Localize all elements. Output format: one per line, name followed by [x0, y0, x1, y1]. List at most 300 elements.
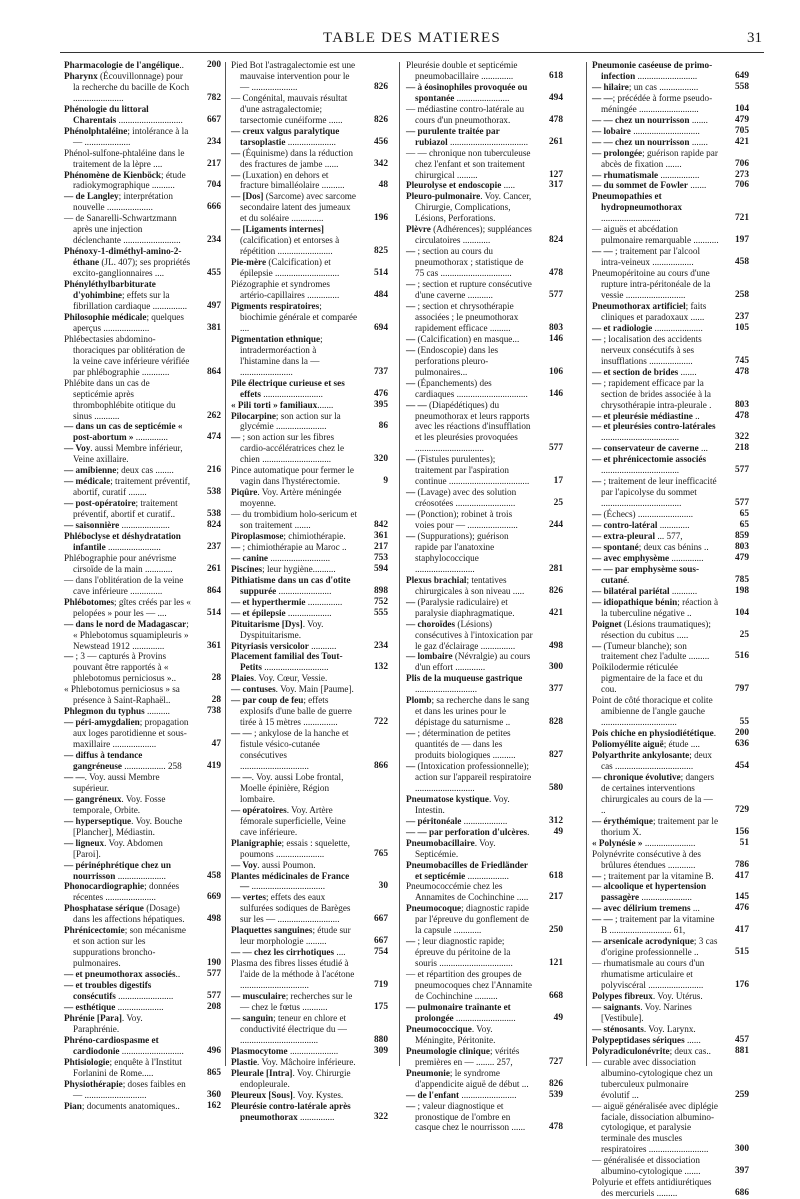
entry-term: Phlébectasies abdomino-thoraciques par oblitération de la veine cave inférieure vérifiée par phlébographie ............: [64, 333, 190, 377]
index-entry: [406, 936, 563, 969]
entry-term: — choroïdes (Lésions) consécutives à l'intoxication par le gaz d'éclairage ...............: [406, 618, 533, 651]
index-entry: [406, 246, 563, 279]
entry-page-number: 132: [373, 662, 388, 673]
index-entry: [592, 334, 749, 367]
index-entry: [231, 772, 388, 805]
index-entry: [406, 400, 563, 455]
index-entry: [64, 794, 221, 816]
entry-term: Planigraphie; essais : squelette, poumons .....................: [231, 837, 350, 859]
index-entry: [64, 191, 221, 213]
index-entry: [231, 1057, 388, 1068]
entry-page-number: 397: [734, 1166, 749, 1177]
entry-term: — Voy. aussi Poumon.: [231, 859, 316, 870]
entry-page-number: 51: [739, 837, 749, 848]
index-entry: [64, 980, 221, 1002]
entry-term: Pityriasis versicolor ...........: [231, 640, 337, 651]
index-entry: [406, 575, 563, 597]
entry-page-number: 539: [548, 1089, 563, 1100]
index-entry: [592, 224, 749, 246]
entry-term: Phréno-cardiospasme et cardiodonie ...........................: [64, 1034, 184, 1056]
entry-page-number: 361: [373, 530, 388, 541]
entry-term: Pituitarisme [Dys]. Voy. Dyspituitarisme.: [231, 618, 324, 640]
index-entry: [231, 531, 388, 542]
index-entry: [406, 345, 563, 378]
entry-page-number: 320: [373, 454, 388, 465]
index-entry: [231, 93, 388, 126]
index-entry: [231, 575, 388, 597]
index-entry: [406, 673, 563, 695]
entry-page-number: 198: [734, 585, 749, 596]
entry-term: — et pneumothorax associés..: [64, 969, 181, 980]
entry-page-number: 516: [734, 651, 749, 662]
entry-term: Phénolphtaléine; intolérance à la — ....................: [64, 125, 189, 147]
index-entry: [592, 772, 749, 816]
entry-page-number: 478: [548, 1122, 563, 1133]
entry-term: — amibienne; deux cas ........: [64, 465, 174, 476]
entry-term: — dans le nord de Madagascar; « Phlebotomus squamipleuris » Newstead 1912 ..............: [64, 618, 189, 651]
entry-page-number: 704: [206, 180, 221, 191]
index-entry: [64, 651, 221, 684]
index-entry: [592, 421, 749, 443]
entry-page-number: 538: [206, 509, 221, 520]
entry-term: — ; leur diagnostic rapide; épreuve du péritoine de la souris ................................: [406, 936, 513, 969]
entry-page-number: 234: [206, 235, 221, 246]
index-entry: [64, 816, 221, 838]
index-entry: [592, 137, 749, 148]
entry-term: Phrénicectomie; son mécanisme et son action sur les suppurations broncho-pulmonaires.: [64, 925, 186, 969]
entry-page-number: 262: [206, 410, 221, 421]
entry-term: — (Ponction); robinet à trois voies pour — ......................: [406, 509, 518, 531]
entry-term: — Voy. aussi Membre inférieur, Veine axillaire.: [64, 443, 183, 465]
index-entry: [406, 827, 563, 838]
index-entry: [231, 892, 388, 925]
entry-page-number: 28: [211, 695, 221, 706]
index-entry: [592, 60, 749, 82]
entry-page-number: 859: [734, 530, 749, 541]
index-entry: [231, 673, 388, 684]
index-entry: [406, 126, 563, 148]
index-entry: [64, 334, 221, 378]
entry-term: — de Sanarelli-Schwartzmann après une injection déclenchante .........................: [64, 213, 181, 246]
index-entry: [592, 849, 749, 871]
entry-term: — saisonnière .....................: [64, 520, 170, 531]
index-entry: [592, 1035, 749, 1046]
index-entry: [406, 860, 563, 882]
entry-term: — érythémique; traitement par le thorium X.: [592, 815, 719, 837]
entry-term: — ; valeur diagnostique et pronostique de l'ombre en casque chez le nourrisson ......: [406, 1100, 526, 1133]
entry-page-number: 300: [548, 662, 563, 673]
entry-page-number: 234: [373, 640, 388, 651]
entry-term: — et pleurésies contro-latérales ..................................: [592, 421, 716, 443]
entry-term: — diffus à tendance gangréneuse .................. 258: [64, 750, 182, 771]
index-entry: [64, 71, 221, 104]
entry-term: Plantes médicinales de France — ................................: [231, 870, 350, 892]
entry-page-number: 803: [548, 322, 563, 333]
index-entry: [592, 1177, 749, 1199]
index-entry: [64, 170, 221, 192]
entry-term: — — par emphysème sous-cutané.: [592, 563, 700, 585]
entry-page-number: 478: [548, 268, 563, 279]
index-entry: [592, 323, 749, 334]
entry-page-number: 782: [206, 92, 221, 103]
entry-term: Plasmocytome .....................: [231, 1045, 339, 1056]
entry-page-number: 667: [373, 914, 388, 925]
index-entry: [231, 542, 388, 553]
entry-term: — post-opératoire; traitement préventif, abortif et curatif..: [64, 498, 178, 520]
index-entry: [592, 816, 749, 838]
entry-page-number: 649: [734, 70, 749, 81]
entry-term: — [Ligaments internes] (calcification) et entorses à répétition ........................: [231, 224, 340, 257]
entry-term: — — chez un nourrisson .......: [592, 136, 708, 147]
entry-term: Placement familial des Tout-Petits ............................: [231, 651, 343, 673]
index-entry: [592, 115, 749, 126]
index-entry: [592, 1057, 749, 1101]
entry-term: Pneumopéritoine au cours d'une rupture intra-péritonéale de la vessie ..........................: [592, 268, 711, 301]
entry-term: Piézographie et syndromes artério-capillaires ..............: [231, 279, 340, 301]
index-entry: [592, 411, 749, 422]
entry-page-number: 494: [548, 92, 563, 103]
index-entry: [592, 1002, 749, 1024]
entry-page-number: 55: [739, 717, 749, 728]
index-column-1: [64, 60, 221, 1111]
entry-term: Pneumonie; le syndrome d'appendicite aiguë de début ...: [406, 1067, 529, 1089]
index-entry: [406, 180, 563, 191]
entry-term: Phlébite dans un cas de septicémie après thrombophlébite otitique du sinus ...........: [64, 377, 176, 421]
index-entry: [231, 608, 388, 619]
entry-page-number: 395: [373, 399, 388, 410]
entry-term: — ; traitement de leur inefficacité par l'apicolyse du sommet ...................................: [592, 476, 717, 509]
entry-page-number: 145: [734, 892, 749, 903]
index-entry: [406, 903, 563, 936]
index-entry: [592, 838, 749, 849]
entry-page-number: 48: [378, 180, 388, 191]
entry-term: Plis de la muqueuse gastrique ...........................: [406, 673, 523, 695]
entry-term: — ; chimiothérapie au Maroc ..: [231, 541, 347, 552]
entry-page-number: 826: [373, 81, 388, 92]
index-entry: [406, 881, 563, 903]
entry-page-number: 729: [734, 804, 749, 815]
index-entry: [592, 191, 749, 224]
index-entry: [231, 619, 388, 641]
entry-term: Piqûre. Voy. Artère méningée moyenne.: [231, 487, 342, 509]
entry-page-number: 208: [206, 1001, 221, 1012]
entry-term: — Congénital, mauvais résultat d'une astragalectomie; tarsectomie cunéiforme ......: [231, 92, 348, 125]
index-entry: [231, 695, 388, 728]
index-entry: [592, 936, 749, 958]
entry-term: — —. Voy. aussi Membre supérieur.: [64, 771, 160, 793]
entry-term: — — ; traitement par l'alcool intra-veineux ..................: [592, 246, 701, 268]
entry-term: Plaies. Voy. Cœur, Vessie.: [231, 673, 328, 684]
index-entry: [231, 60, 388, 93]
entry-term: Pleureux [Sous]. Voy. Kystes.: [231, 1089, 344, 1100]
index-entry: [64, 1101, 221, 1112]
index-entry: [592, 750, 749, 772]
entry-page-number: 479: [734, 552, 749, 563]
entry-page-number: 722: [373, 717, 388, 728]
index-entry: [592, 564, 749, 586]
entry-term: — médicale; traitement préventif, abortif, curatif ........: [64, 476, 191, 498]
entry-term: — de l'enfant ........................: [406, 1089, 517, 1100]
index-entry: [231, 958, 388, 991]
index-entry: [231, 564, 388, 575]
entry-term: Pois chiche en physiodiététique.: [592, 728, 717, 739]
entry-page-number: 745: [734, 355, 749, 366]
index-entry: [64, 60, 221, 71]
entry-term: — — (Diapédétiques) du pneumothorax et leurs rapports avec les réactions d'insufflation et les pleurésies provoquées ..............................: [406, 399, 531, 454]
entry-term: — purulente traitée par rubiazol ..................................: [406, 125, 529, 147]
index-entry: [64, 531, 221, 553]
entry-term: Point de côté thoracique et colite amibienne de l'angle gauche .................................: [592, 695, 713, 728]
entry-term: — ; son action sur les fibres cardio-accélératrices chez le chien ..............................: [231, 432, 345, 465]
index-entry: [231, 487, 388, 509]
entry-term: Polypeptidases sériques ......: [592, 1034, 701, 1045]
entry-term: Phlébotomes; gîtes créés par les « pelopées » pour les — ....: [64, 596, 191, 618]
index-entry: [231, 170, 388, 192]
entry-page-number: 127: [548, 169, 563, 180]
index-entry: [64, 421, 221, 443]
entry-term: Pneumococcémie chez les Annamites de Cochinchine .....: [406, 881, 529, 903]
entry-page-number: 28: [211, 673, 221, 684]
entry-page-number: 190: [206, 958, 221, 969]
entry-page-number: 898: [373, 585, 388, 596]
entry-term: Phényléthylbarbiturate d'yohimbine; effets sur la fibrillation cardiaque ...............: [64, 279, 188, 311]
entry-term: — et troubles digestifs consécutifs ........................: [64, 980, 174, 1002]
index-entry: [406, 794, 563, 816]
index-entry: [406, 761, 563, 794]
index-entry: [64, 706, 221, 717]
entry-term: — arsenicale acrodynique; 3 cas d'origine professionnelle ..: [592, 936, 718, 958]
entry-page-number: 25: [739, 629, 749, 640]
entry-term: — ; section et rupture consécutive d'une caverne ...........: [406, 279, 532, 301]
entry-page-number: 752: [373, 596, 388, 607]
index-entry: [592, 126, 749, 137]
entry-term: Physiothérapie; doses faibles en — ...........................: [64, 1078, 186, 1100]
index-entry: [64, 443, 221, 465]
index-entry: [64, 772, 221, 794]
entry-page-number: 803: [734, 541, 749, 552]
entry-page-number: 419: [206, 761, 221, 771]
entry-page-number: 825: [373, 246, 388, 257]
index-entry: [592, 914, 749, 936]
index-column-3: [406, 60, 563, 1133]
index-entry: [406, 1090, 563, 1101]
entry-page-number: 618: [548, 70, 563, 81]
entry-page-number: 234: [206, 136, 221, 147]
index-entry: [231, 1013, 388, 1046]
entry-term: — (Équinisme) dans la réduction des fractures de jambe ......: [231, 147, 353, 169]
index-entry: [64, 925, 221, 969]
index-entry: [64, 476, 221, 498]
entry-page-number: 261: [206, 563, 221, 574]
entry-page-number: 273: [734, 169, 749, 180]
index-entry: [231, 411, 388, 433]
index-entry: [406, 531, 563, 575]
index-entry: [64, 838, 221, 860]
index-entry: [592, 695, 749, 728]
entry-term: « Phlebotomus perniciosus » sa présence à Saint-Raphaël..: [64, 684, 180, 706]
header-rule: [60, 52, 764, 53]
entry-page-number: 498: [206, 914, 221, 925]
entry-page-number: 146: [548, 333, 563, 344]
index-entry: [592, 641, 749, 663]
entry-term: — par coup de feu; effets explosifs d'une balle de guerre tirée à 15 mètres ...............: [231, 695, 352, 728]
entry-page-number: 705: [734, 125, 749, 136]
column-divider: [399, 62, 400, 1066]
entry-term: — de Langley; interprétation nouvelle ....................: [64, 191, 173, 213]
index-entry: [231, 641, 388, 652]
entry-page-number: 515: [734, 947, 749, 958]
entry-term: Phléboclyse et déshydratation infantile .......................: [64, 530, 181, 552]
entry-page-number: 842: [373, 520, 388, 531]
index-entry: [231, 838, 388, 860]
entry-term: — (Intoxication professionnelle); action sur l'appareil respiratoire ..........................: [406, 761, 532, 793]
index-entry: [406, 619, 563, 652]
entry-term: — ; détermination de petites quantités de — dans les produits biologiques ..........: [406, 728, 516, 761]
entry-page-number: 175: [373, 1001, 388, 1012]
entry-term: — du sommet de Fowler .......: [592, 180, 707, 191]
entry-page-number: 86: [378, 421, 388, 432]
entry-term: — saignants. Voy. Narines [Vestibule].: [592, 1001, 692, 1023]
index-entry: [406, 301, 563, 334]
entry-page-number: 65: [739, 509, 749, 520]
entry-term: Poignet (Lésions traumatiques); résection du cubitus .....: [592, 618, 711, 640]
entry-page-number: 826: [373, 114, 388, 125]
page-number: 31: [747, 30, 762, 46]
index-entry: [64, 1035, 221, 1057]
entry-term: — — chronique non tuberculeuse chez l'enfant et son traitement chirurgical .........: [406, 147, 531, 180]
index-entry: [64, 104, 221, 126]
entry-term: Phénomène de Kienböck; étude radiokymographique ..........: [64, 169, 186, 191]
entry-page-number: 196: [373, 213, 388, 224]
entry-page-number: 417: [734, 925, 749, 936]
entry-term: — — ; ankylose de la hanche et fistule vésico-cutanée consécutives ..............................: [231, 728, 349, 771]
column-divider: [586, 62, 587, 1066]
index-entry: [592, 871, 749, 882]
entry-term: — hilaire; un cas .................: [592, 81, 699, 92]
entry-page-number: 824: [206, 520, 221, 531]
entry-term: — et pleurésie médiastine ..: [592, 410, 700, 421]
entry-term: Pneumothorax artificiel; faits cliniques et paradoxaux ......: [592, 300, 707, 322]
entry-page-number: 498: [548, 640, 563, 651]
entry-page-number: 476: [373, 388, 388, 399]
index-entry: [64, 969, 221, 980]
index-entry: [231, 684, 388, 695]
index-entry: [406, 104, 563, 126]
index-entry: [592, 1101, 749, 1156]
entry-page-number: 458: [206, 870, 221, 881]
entry-term: Piscines; leur hygiène..........: [231, 563, 336, 574]
entry-term: — et épilepsie ...................: [231, 607, 332, 618]
entry-page-number: 721: [734, 213, 749, 224]
index-entry: [406, 597, 563, 619]
entry-page-number: 497: [206, 300, 221, 311]
index-entry: [231, 465, 388, 487]
entry-term: Phlébographie pour anévrisme cirsoïde de la main ............: [64, 552, 177, 574]
index-entry: [64, 312, 221, 334]
index-entry: [406, 148, 563, 181]
entry-page-number: 381: [206, 322, 221, 333]
index-entry: [406, 279, 563, 301]
column-divider: [225, 62, 226, 1066]
entry-page-number: 104: [734, 103, 749, 114]
index-entry: [592, 881, 749, 903]
entry-term: — et hyperthermie ...............: [231, 596, 343, 607]
index-entry: [592, 586, 749, 597]
entry-term: — et répartition des groupes de pneumocoques chez l'Annamite de Cochinchine ..........: [406, 969, 532, 1002]
entry-term: Piroplasmose; chimiothérapie.: [231, 530, 346, 541]
entry-term: Polynévrite consécutive à des brûlures étendues ............: [592, 848, 701, 870]
entry-term: Pigments respiratoires; biochimie générale et comparée ....: [231, 300, 358, 333]
index-entry: [592, 1155, 749, 1177]
entry-page-number: 455: [206, 268, 221, 279]
entry-page-number: 668: [548, 991, 563, 1002]
entry-term: Pharynx (Écouvillonnage) pour la recherche du bacille de Koch ......................: [64, 70, 190, 103]
entry-page-number: 217: [206, 158, 221, 169]
entry-page-number: 478: [548, 114, 563, 125]
entry-page-number: 49: [553, 1012, 563, 1023]
index-entry: [64, 553, 221, 575]
entry-term: — musculaire; recherches sur le — chez le fœtus ...........: [231, 991, 353, 1012]
entry-page-number: 577: [734, 465, 749, 476]
index-entry: [64, 717, 221, 750]
entry-page-number: 361: [206, 640, 221, 651]
entry-term: — (Échecs) ........................: [592, 509, 694, 520]
index-entry: [64, 148, 221, 170]
entry-term: — creux valgus paralytique tarsoplastie .....................: [231, 125, 340, 147]
entry-page-number: 881: [734, 1045, 749, 1056]
entry-page-number: 456: [373, 136, 388, 147]
entry-term: — et section de brides .......: [592, 366, 697, 377]
entry-page-number: 106: [548, 366, 563, 377]
entry-term: — (Épanchements) des cardiaques ...............................: [406, 377, 528, 399]
entry-page-number: 719: [373, 980, 388, 991]
entry-term: — péritonéale ...................: [406, 815, 508, 826]
index-entry: [406, 1101, 563, 1134]
entry-page-number: 47: [211, 739, 221, 750]
index-entry: [231, 1101, 388, 1123]
entry-term: — extra-pleural ... 577,: [592, 530, 683, 541]
entry-term: — lombaire (Névralgie) au cours d'un effort .............: [406, 651, 531, 673]
entry-term: — généralisée et dissociation albumino-cytologique .......: [592, 1155, 701, 1177]
entry-page-number: 827: [548, 750, 563, 761]
entry-page-number: 828: [548, 717, 563, 728]
index-entry: [64, 1013, 221, 1035]
entry-page-number: 514: [373, 268, 388, 279]
entry-page-number: 478: [734, 410, 749, 421]
index-column-2: [231, 60, 388, 1122]
entry-term: Poliomyélite aiguë; étude ....: [592, 739, 700, 750]
entry-page-number: 237: [206, 541, 221, 552]
index-entry: [406, 378, 563, 400]
entry-term: — — ; traitement par la vitamine B ........................... 61,: [592, 914, 715, 936]
entry-term: Phonocardiographie; données récentes ......................: [64, 881, 180, 903]
entry-page-number: 261: [548, 136, 563, 147]
entry-page-number: 577: [548, 443, 563, 454]
entry-term: Poïkilodermie réticulée pigmentaire de la face et du cou.: [592, 662, 703, 695]
index-entry: [592, 170, 749, 181]
entry-page-number: 146: [548, 388, 563, 399]
entry-term: — rhumatismale au cours d'un rhumatisme articulaire et polyviscéral ........................: [592, 958, 705, 991]
index-entry: [406, 695, 563, 728]
index-entry: [592, 148, 749, 170]
entry-page-number: 309: [373, 1045, 388, 1056]
index-entry: [406, 191, 563, 224]
entry-term: — ligneux. Voy. Abdomen [Paroi].: [64, 837, 163, 859]
entry-term: — médiastine contro-latérale au cours d'un pneumothorax.: [406, 103, 525, 125]
index-entry: [64, 378, 221, 422]
entry-term: Pie-mère (Calcification) et épilepsie ............................: [231, 257, 340, 279]
entry-term: — [Dos] (Sarcome) avec sarcome secondaire latent des jumeaux et du soléaire ..............: [231, 191, 357, 224]
